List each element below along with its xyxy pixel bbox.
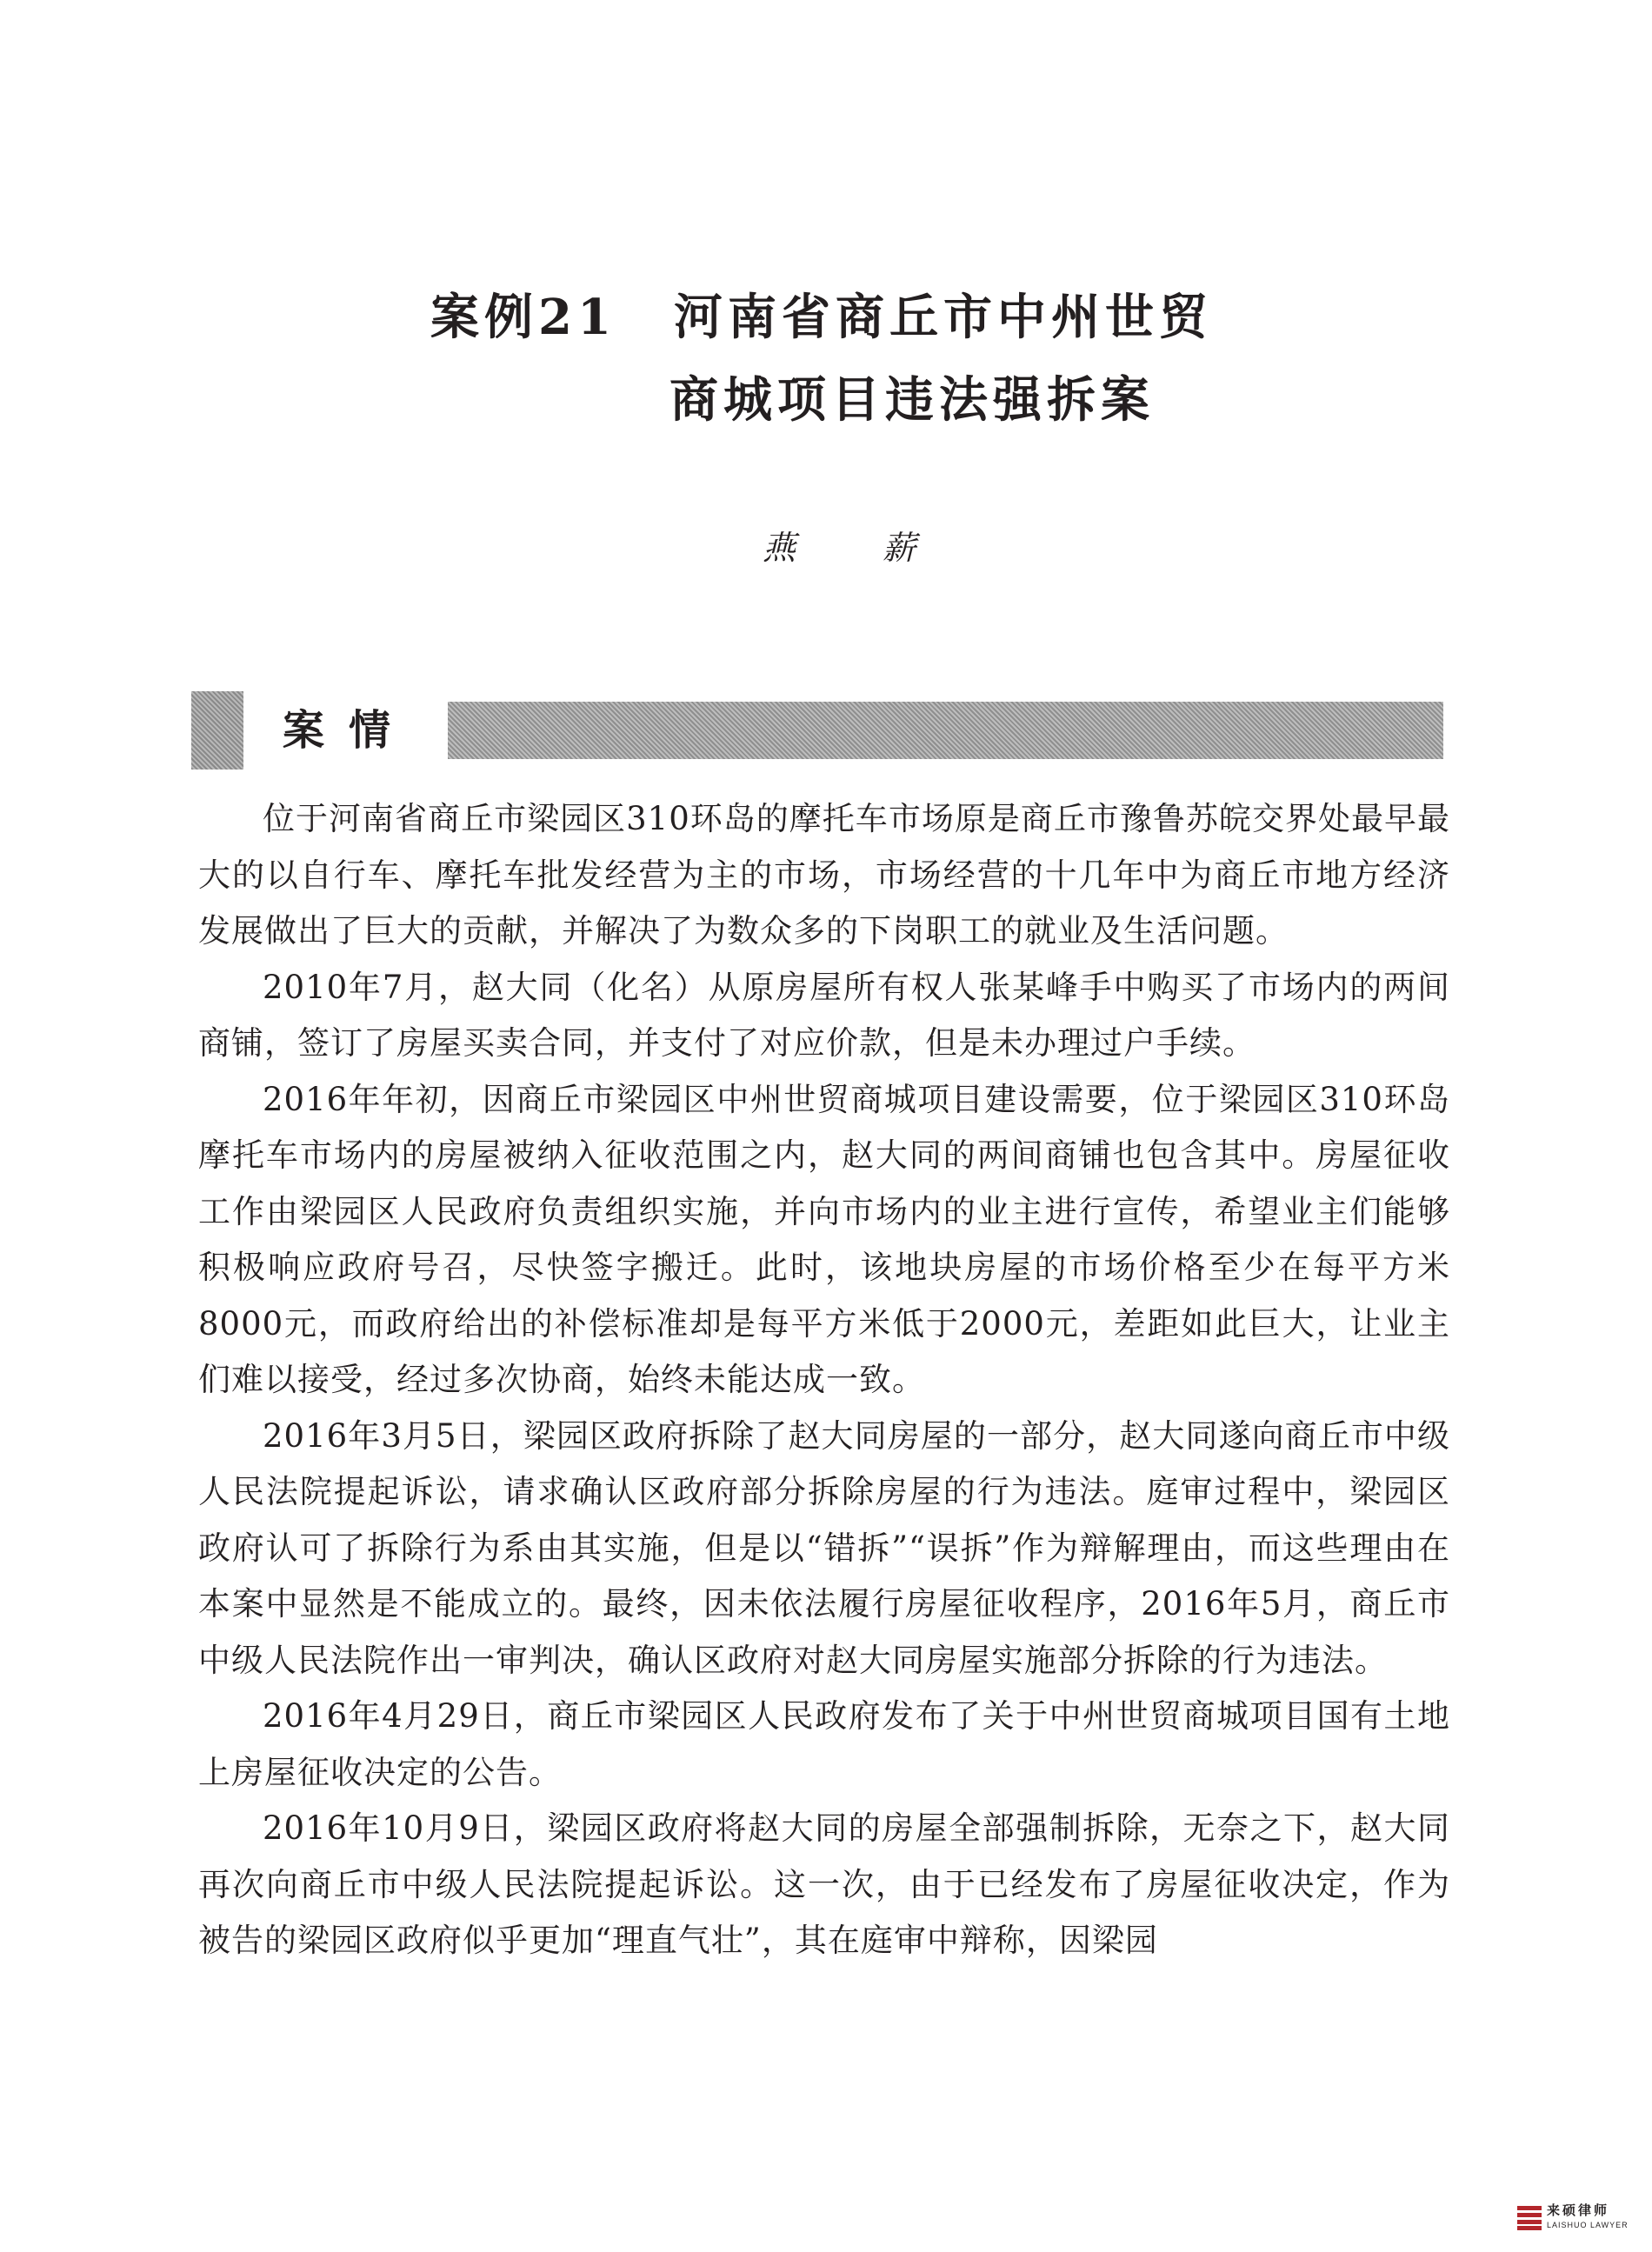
watermark-logo: [1517, 2204, 1629, 2232]
watermark-cn: 来硕律师: [1547, 2203, 1610, 2218]
body-text: [198, 791, 1450, 1969]
watermark-logo-icon: [1517, 2206, 1542, 2230]
paragraph: 2016年4月29日，商丘市梁园区人民政府发布了关于中州世贸商城项目国有土地上房屋征收决定的公告。: [198, 1697, 1450, 1791]
paragraph: 2016年10月9日，梁园区政府将赵大同的房屋全部强制拆除，无奈之下，赵大同再次向商丘市中级人民法院提起诉讼。这一次，由于已经发布了房屋征收决定，作为被告的梁园区政府似乎更加“理直气壮”，其在庭审中辩称，因梁园: [198, 1809, 1450, 1959]
section-bar-left-decoration: [191, 691, 243, 770]
section-bar-right-decoration: [448, 702, 1443, 759]
section-heading: 案情: [283, 706, 416, 755]
watermark-en: LAISHUO LAWYER: [1547, 2221, 1629, 2229]
case-title-line1: [430, 283, 1213, 352]
case-title-text-1: 河南省商丘市中州世贸: [673, 289, 1213, 346]
paragraph: 2016年年初，因商丘市梁园区中州世贸商城项目建设需要，位于梁园区310环岛摩托车市场内的房屋被纳入征收范围之内，赵大同的两间商铺也包含其中。房屋征收工作由梁园区人民政府负责组织实施，并向市场内的业主进行宣传，希望业主们能够积极响应政府号召，尽快签字搬迁。此时，该地块房屋的市场价格至少在每平方米8000元，而政府给出的补偿标准却是每平方米低于2000元，差距如此巨大，让业主们难以接受，经过多次协商，始终未能达成一致。: [198, 1080, 1450, 1398]
case-title-line2: 商城项目违法强拆案: [669, 371, 1155, 429]
case-number: 案例21: [430, 289, 616, 346]
paragraph: 2016年3月5日，梁园区政府拆除了赵大同房屋的一部分，赵大同遂向商丘市中级人民法院提起诉讼，请求确认区政府部分拆除房屋的行为违法。庭审过程中，梁园区政府认可了拆除行为系由其实施，但是以“错拆”“误拆”作为辩解理由，而这些理由在本案中显然是不能成立的。最终，因未依法履行房屋征收程序，2016年5月，商丘市中级人民法院作出一审判决，确认区政府对赵大同房屋实施部分拆除的行为违法。: [198, 1416, 1450, 1679]
paragraph: 位于河南省商丘市梁园区310环岛的摩托车市场原是商丘市豫鲁苏皖交界处最早最大的以自行车、摩托车批发经营为主的市场，市场经营的十几年中为商丘市地方经济发展做出了巨大的贡献，并解决了为数众多的下岗职工的就业及生活问题。: [198, 800, 1450, 949]
section-heading-bar: [191, 691, 1443, 770]
author-name: 燕 薪: [763, 529, 955, 567]
paragraph: 2010年7月，赵大同（化名）从原房屋所有权人张某峰手中购买了市场内的两间商铺，签订了房屋买卖合同，并支付了对应价款，但是未办理过户手续。: [198, 968, 1450, 1062]
watermark-logo-text: [1547, 2204, 1629, 2232]
